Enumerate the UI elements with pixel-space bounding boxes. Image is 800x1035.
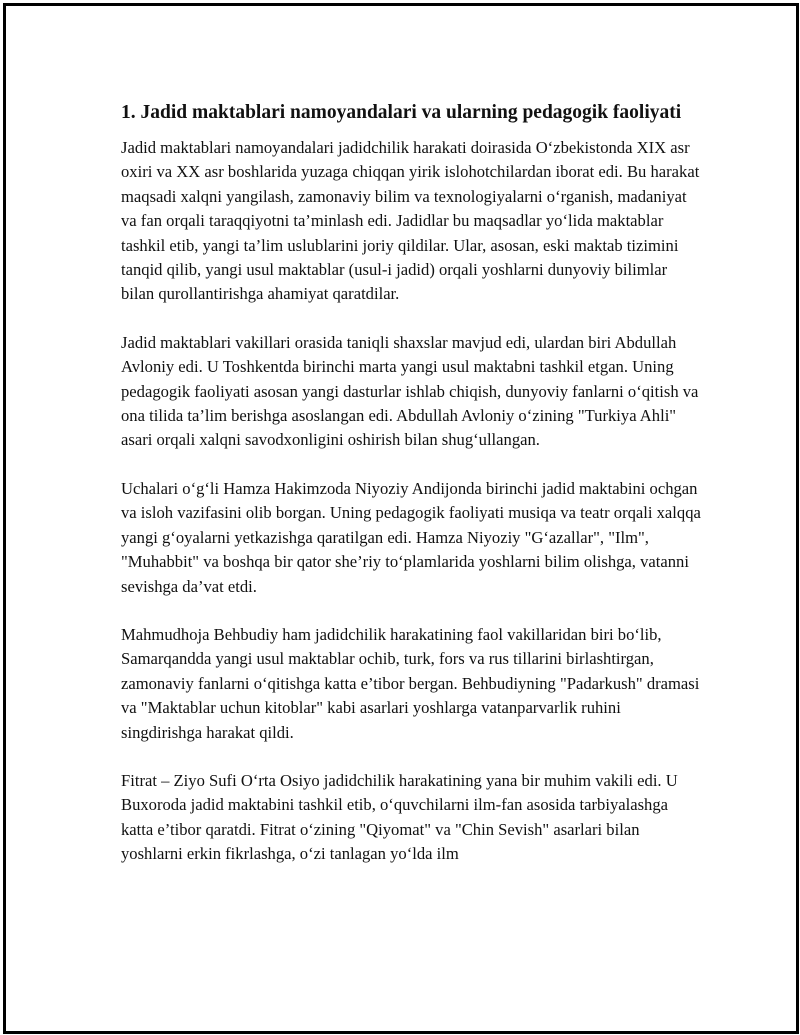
page-frame xyxy=(3,3,799,1034)
paragraph-fitrat: Fitrat – Ziyo Sufi O‘rta Osiyo jadidchilik harakatining yana bir muhim vakili edi. U Buxoroda jadid maktabini tashkil etib, o‘quvchilarni ilm-fan asosida tarbiyalashga katta e’tibor qaratdi. Fitrat o‘zining "Qiyomat" va "Chin Sevish" asarlari bilan yoshlarni erkin fikrlashga, o‘zi tanlagan yo‘lda ilm xyxy=(121,770,678,864)
paragraph-hamza: Uchalari o‘g‘li Hamza Hakimzoda Niyoziy Andijonda birinchi jadid maktabini ochgan va isloh vazifasini olib borgan. Uning pedagogik faoliyati musiqa va teatr orqali xalqqa yangi g‘oyalarni yetkazishga qaratilgan edi. Hamza Niyoziy "G‘azallar", "Ilm", "Muhabbit" va boshqa bir qator she’riy to‘plamlarida yoshlarni bilim olishga, vatanni sevishga da’vat etdi. xyxy=(121,478,701,596)
paragraph-avloniy: Jadid maktablari vakillari orasida taniqli shaxslar mavjud edi, ulardan biri Abdullah Avloniy edi. U Toshkentda birinchi marta yangi usul maktabni tashkil etgan. Uning pedagogik faoliyati asosan yangi dasturlar ishlab chiqish, dunyoviy fanlarni o‘qitish va ona tilida ta’lim berishga asoslangan edi. Abdullah Avloniy o‘zining "Turkiya Ahli" asari orqali xalqni savodxonligini oshirish bilan shug‘ullangan. xyxy=(121,332,699,450)
paragraph-behbudiy: Mahmudhoja Behbudiy ham jadidchilik harakatining faol vakillaridan biri bo‘lib, Samarqandda yangi usul maktablar ochib, turk, fors va rus tillarini birlashtirgan, zamonaviy fanlarni o‘qitishga katta e’tibor bergan. Behbudiyning "Padarkush" dramasi va "Maktablar uchun kitoblar" kabi asarlari yoshlarga vatanparvarlik ruhini singdirishga harakat qildi. xyxy=(121,624,700,742)
paragraph-intro: Jadid maktablari namoyandalari jadidchilik harakati doirasida O‘zbekistonda XIX asr oxiri va XX asr boshlarida yuzaga chiqqan yirik islohotchilardan iborat edi. Bu harakat maqsadi xalqni yangilash, zamonaviy bilim va texnologiyalarni o‘rganish, madaniyat va fan orqali taraqqiyotni ta’minlash edi. Jadidlar bu maqsadlar yo‘lida maktablar tashkil etib, yangi ta’lim uslublarini joriy qildilar. Ular, asosan, eski maktab tizimini tanqid qilib, yangi usul maktablar (usul-i jadid) orqali yoshlarni dunyoviy bilimlar bilan qurollantirishga ahamiyat qaratdilar. xyxy=(121,138,700,304)
document-body xyxy=(121,99,701,891)
document-title: 1. Jadid maktablari namoyandalari va ularning pedagogik faoliyati xyxy=(121,102,682,123)
